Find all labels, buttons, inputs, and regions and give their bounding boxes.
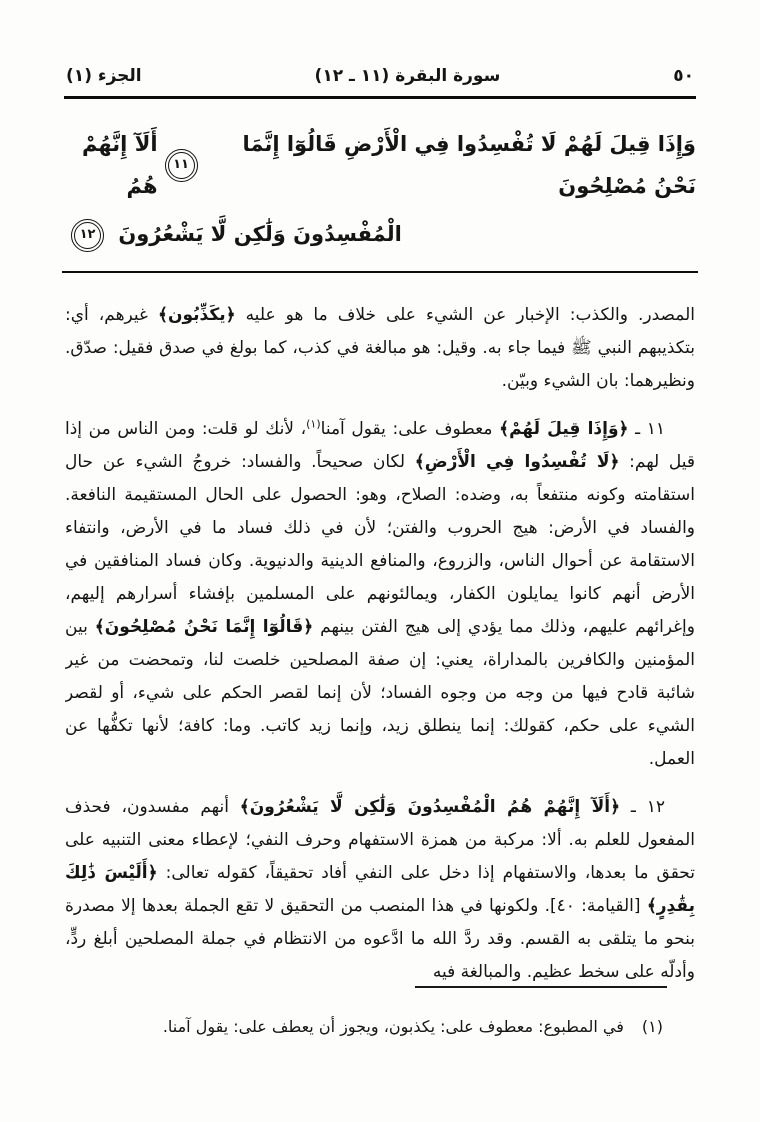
paragraph-kadhib: المصدر. والكذب: الإخبار عن الشيء على خلاف ما هو عليه ﴿يكَذِّبُون﴾ غيرهم، أي: بتكذيبهم النبي ﷺ فيما جاء به. وقيل: هو مبالغة في كذب، كما بولغ في صدق فقيل: صدّق. ونظيرهما: بان الشيء وبيّن. (65, 305, 695, 391)
juz-label: الجزء (١) (66, 66, 142, 86)
quran-verse-block (64, 123, 696, 255)
ayah-12-marker: ١٢ (74, 222, 101, 249)
paragraph-verse-12: ١٢ ـ ﴿أَلَآ إِنَّهُمْ هُمُ الْمُفْسِدُونَ وَلَٰكِن لَّا يَشْعُرُونَ﴾ أنهم مفسدون، فحذف المفعول للعلم به. ألا: مركبة من همزة الاستفهام وحرف النفي؛ لإعطاء معنى التنبيه على تحقق ما بعدها، والاستفهام إذا دخل على النفي أفاد تحقيقاً، كقوله تعالى: ﴿أَلَيْسَ ذَٰلِكَ بِقَٰدِرٍ﴾ [القيامة: ٤٠]. ولكونها في هذا المنصب من التحقيق لا تقع الجملة بعدها إلا مصدرة بنحو ما يتلقى به القسم. وقد ردَّ الله ما ادَّعوه من الانتظام في جملة المصلحين أبلغ ردٍّ، وأدلّه على سخط عظيم. والمبالغة فيه (65, 797, 695, 982)
quran-verse-line-2 (64, 213, 696, 255)
verse-12-end-text: الْمُفْسِدُونَ وَلَٰكِن لَّا يَشْعُرُونَ (118, 222, 402, 246)
footnote-text: في المطبوع: معطوف على: يكذبون، ويجوز أن يعطف على: يقول آمنا. (162, 1017, 624, 1036)
surah-title: سورة البقرة (١١ ـ ١٢) (314, 66, 501, 86)
footnote-marker: (١) (641, 1017, 663, 1036)
header-rule (64, 96, 696, 99)
commentary-text (65, 299, 695, 1025)
verse-separator-rule (62, 271, 698, 273)
paragraph-verse-11: ١١ ـ ﴿وَإِذَا قِيلَ لَهُمْ﴾ معطوف على: يقول آمنا$^{(١)}$، لأنك لو قلت: ومن الناس من إذا قيل لهم: ﴿لَا تُفْسِدُوا فِي الْأَرْضِ﴾ لكان صحيحاً. والفساد: خروجُ الشيء عن حال استقامته وكونه منتفعاً به، وضده: الصلاح، وهو: الحصول على الحال المستقيمة النافعة. والفساد في الأرض: هيج الحروب والفتن؛ لأن في ذلك فساد ما في الأرض، وانتفاء الاستقامة عن أحوال الناس، والزروع، والمنافع الدينية والدنيوية. وكان فساد المنافقين في الأرض أنهم كانوا يمايلون الكفار، ويمالئونهم على المسلمين بإفشاء أسرارهم إليهم، وإغرائهم عليهم، وذلك مما يؤدي إلى هيج الفتن بينهم ﴿قَالُوٓا إِنَّمَا نَحْنُ مُصْلِحُونَ﴾ بين المؤمنين والكافرين بالمداراة، يعني: إن صفة المصلحين خلصت لنا، وتمحضت من غير شائبة قادح فيها من وجه من وجوه الفساد؛ لأن إنما لقصر الحكم على شيء، أو لقصر الشيء على حكم، كقولك: إنما ينطلق زيد، وإنما زيد كاتب. وما: كافة؛ لأنها تكفُّها عن العمل. (65, 417, 695, 769)
verse-11-text: وَإِذَا قِيلَ لَهُمْ لَا تُفْسِدُوا فِي الْأَرْضِ قَالُوٓا إِنَّمَا نَحْنُ مُصْلِحُونَ (242, 132, 696, 198)
footnote (65, 1014, 695, 1040)
quran-verse-line-1 (64, 123, 696, 207)
footnote-section (65, 986, 695, 1040)
page-number: ٥٠ (673, 66, 694, 86)
footnote-rule (415, 986, 667, 988)
ayah-11-marker: ١١ (168, 152, 195, 179)
verse-12-start-text: أَلَآ إِنَّهُمْ هُمُ (81, 132, 158, 198)
page-header (66, 0, 694, 86)
